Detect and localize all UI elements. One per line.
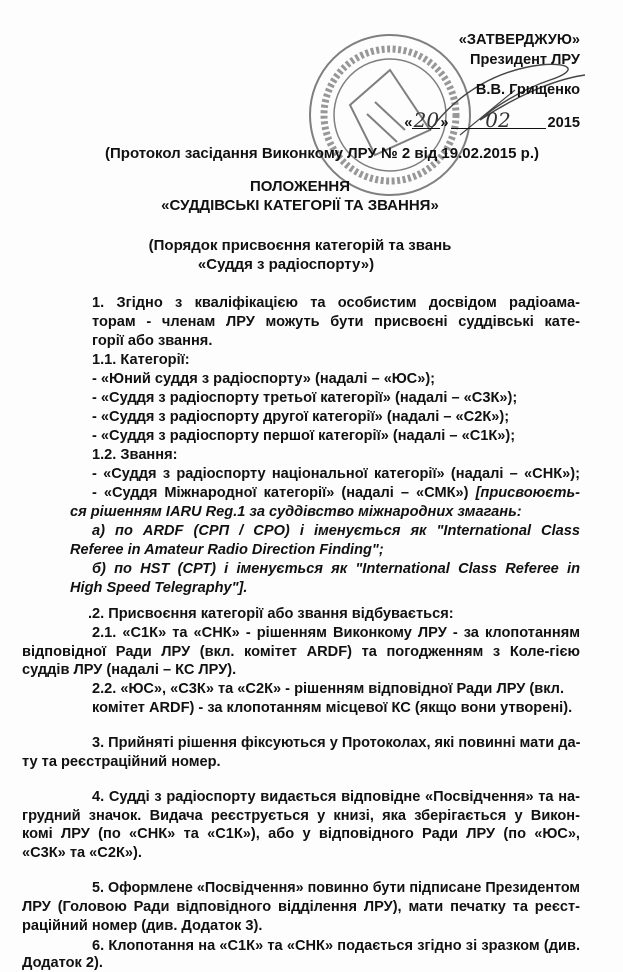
body-line-text: грудний значок. Видача реєструється у книзі, яка зберігається у Викон-: [22, 808, 580, 824]
body-line-text: б) по HST (СРТ) і іменується як "International Class Referee in: [92, 561, 580, 577]
document-subtitle: (Порядок присвоєння категорій та звань: [148, 237, 452, 254]
body-line-text: ту та реєстраційний номер.: [22, 754, 221, 770]
body-line-text: раційний номер (див. Додаток 3).: [22, 918, 263, 934]
date-year: 2015: [547, 115, 580, 131]
body-line: [22, 644, 580, 661]
body-line: [92, 735, 580, 752]
protocol-reference: (Протокол засідання Виконкому ЛРУ № 2 від 19.02.2015 р.): [105, 145, 539, 162]
body-line-text: 2.1. «С1К» та «СНК» - рішенням Виконкому ЛРУ - за клопотанням: [92, 625, 580, 641]
date-close-quote: »: [440, 115, 449, 131]
body-line-text: .2. Присвоєння категорії або звання відбувається:: [88, 606, 454, 622]
approval-date: [404, 108, 580, 132]
body-line-text: «С3К» та «С2К»).: [22, 845, 142, 861]
body-line: [92, 681, 564, 698]
body-line: [22, 826, 580, 843]
body-line: [88, 606, 454, 623]
body-line-text: 2.2. «ЮС», «С3К» та «С2К» - рішенням відповідної Ради ЛРУ (вкл.: [92, 681, 565, 697]
body-line: [22, 955, 103, 972]
body-line-text: Додаток 2).: [22, 955, 103, 971]
body-line-text: торам - членам ЛРУ можуть бути присвоєні суддівські кате-: [92, 314, 580, 330]
body-line: [22, 808, 580, 825]
body-line-text: [присвоюєть-: [475, 485, 580, 501]
body-line: [22, 899, 580, 916]
date-day: 20: [413, 108, 440, 132]
body-line-text: ЛРУ (Головою Ради відповідного відділення ЛРУ), мати печатку та реєст-: [22, 899, 580, 915]
body-line: [92, 561, 580, 578]
document-title-subject: «СУДДІВСЬКІ КАТЕГОРІЇ ТА ЗВАННЯ»: [161, 197, 439, 214]
body-line: [92, 428, 515, 445]
body-line: [22, 662, 236, 679]
body-line-text: - «Суддя з радіоспорту національної категорії» (надалі – «СНК»);: [92, 466, 580, 482]
body-line-text: відповідної Ради ЛРУ (вкл. комітет ARDF) та погодженням з Коле-гією: [22, 644, 580, 660]
body-line: [92, 447, 177, 464]
body-line: [92, 485, 580, 502]
body-line-text: 6. Клопотання на «С1К» та «СНК» подається згідно зі зразком (див.: [92, 938, 580, 954]
body-line-text: ся рішенням IARU Reg.1 за суддівство міжнародних змагань:: [70, 504, 522, 520]
date-month: 02: [451, 112, 546, 129]
body-line: [70, 580, 247, 597]
body-line: [92, 625, 580, 642]
body-line-text: комі ЛРУ (по «СНК» та «С1К»), або у відповідного Ради ЛРУ (по «ЮС»,: [22, 826, 580, 842]
document-subtitle-continued: «Суддя з радіоспорту»): [197, 256, 375, 273]
body-line: [92, 333, 212, 350]
body-line: [92, 700, 572, 717]
body-line: [92, 938, 580, 955]
body-line-text: Referee in Amateur Radio Direction Finding";: [70, 542, 384, 558]
body-line: [70, 504, 522, 521]
body-line: [92, 789, 580, 806]
body-line: [92, 466, 580, 483]
body-line-text: 5. Оформлене «Посвідчення» повинно бути підписане Президентом: [92, 880, 581, 896]
body-line-text: 3. Прийняті рішення фіксуються у Протоколах, які повинні мати да-: [92, 735, 581, 751]
body-line-text: - «Суддя з радіоспорту першої категорії» (надалі – «С1К»);: [92, 428, 516, 444]
body-line: [92, 523, 580, 540]
body-line-text: - «Суддя Міжнародної категорії» (надалі – «СМК»): [92, 485, 476, 501]
president-name: В.В. Грищенко: [475, 82, 580, 98]
body-line: [92, 880, 580, 897]
body-line: [22, 918, 262, 935]
document-title: ПОЛОЖЕННЯ: [249, 178, 351, 195]
body-line: [92, 371, 435, 388]
body-line-text: суддів ЛРУ (надалі – КС ЛРУ).: [22, 662, 237, 678]
body-line: [92, 314, 580, 331]
body-line: [92, 390, 517, 407]
body-line-text: - «Суддя з радіоспорту третьої категорії» (надалі – «С3К»);: [92, 390, 518, 406]
body-line: [22, 754, 221, 771]
body-line: [92, 295, 580, 312]
date-open-quote: «: [404, 115, 413, 131]
body-line-text: High Speed Telegraphy"].: [70, 580, 248, 596]
body-line-text: 1.2. Звання:: [92, 447, 178, 463]
body-line-text: комітет ARDF) - за клопотанням місцевої КС (якщо вони утворені).: [92, 700, 573, 716]
president-title: Президент ЛРУ: [469, 52, 580, 68]
body-line: [70, 542, 384, 559]
body-line-text: 1.1. Категорії:: [92, 352, 190, 368]
body-line-text: - «Суддя з радіоспорту другої категорії» (надалі – «С2К»);: [92, 409, 510, 425]
body-line-text: - «Юний суддя з радіоспорту» (надалі – «ЮС»);: [92, 371, 436, 387]
approval-heading: «ЗАТВЕРДЖУЮ»: [458, 32, 580, 48]
body-line-text: 1. Згідно з кваліфікацією та особистим досвідом радіоама-: [92, 295, 580, 311]
body-line-text: а) по ARDF (СРП / СРО) і іменується як "International Class: [92, 523, 580, 539]
body-line: [22, 845, 142, 862]
body-line-text: горії або звання.: [92, 333, 213, 349]
body-line: [92, 409, 509, 426]
body-line: [92, 352, 190, 369]
body-line-text: 4. Судді з радіоспорту видається відповідне «Посвідчення» та на-: [92, 789, 580, 805]
